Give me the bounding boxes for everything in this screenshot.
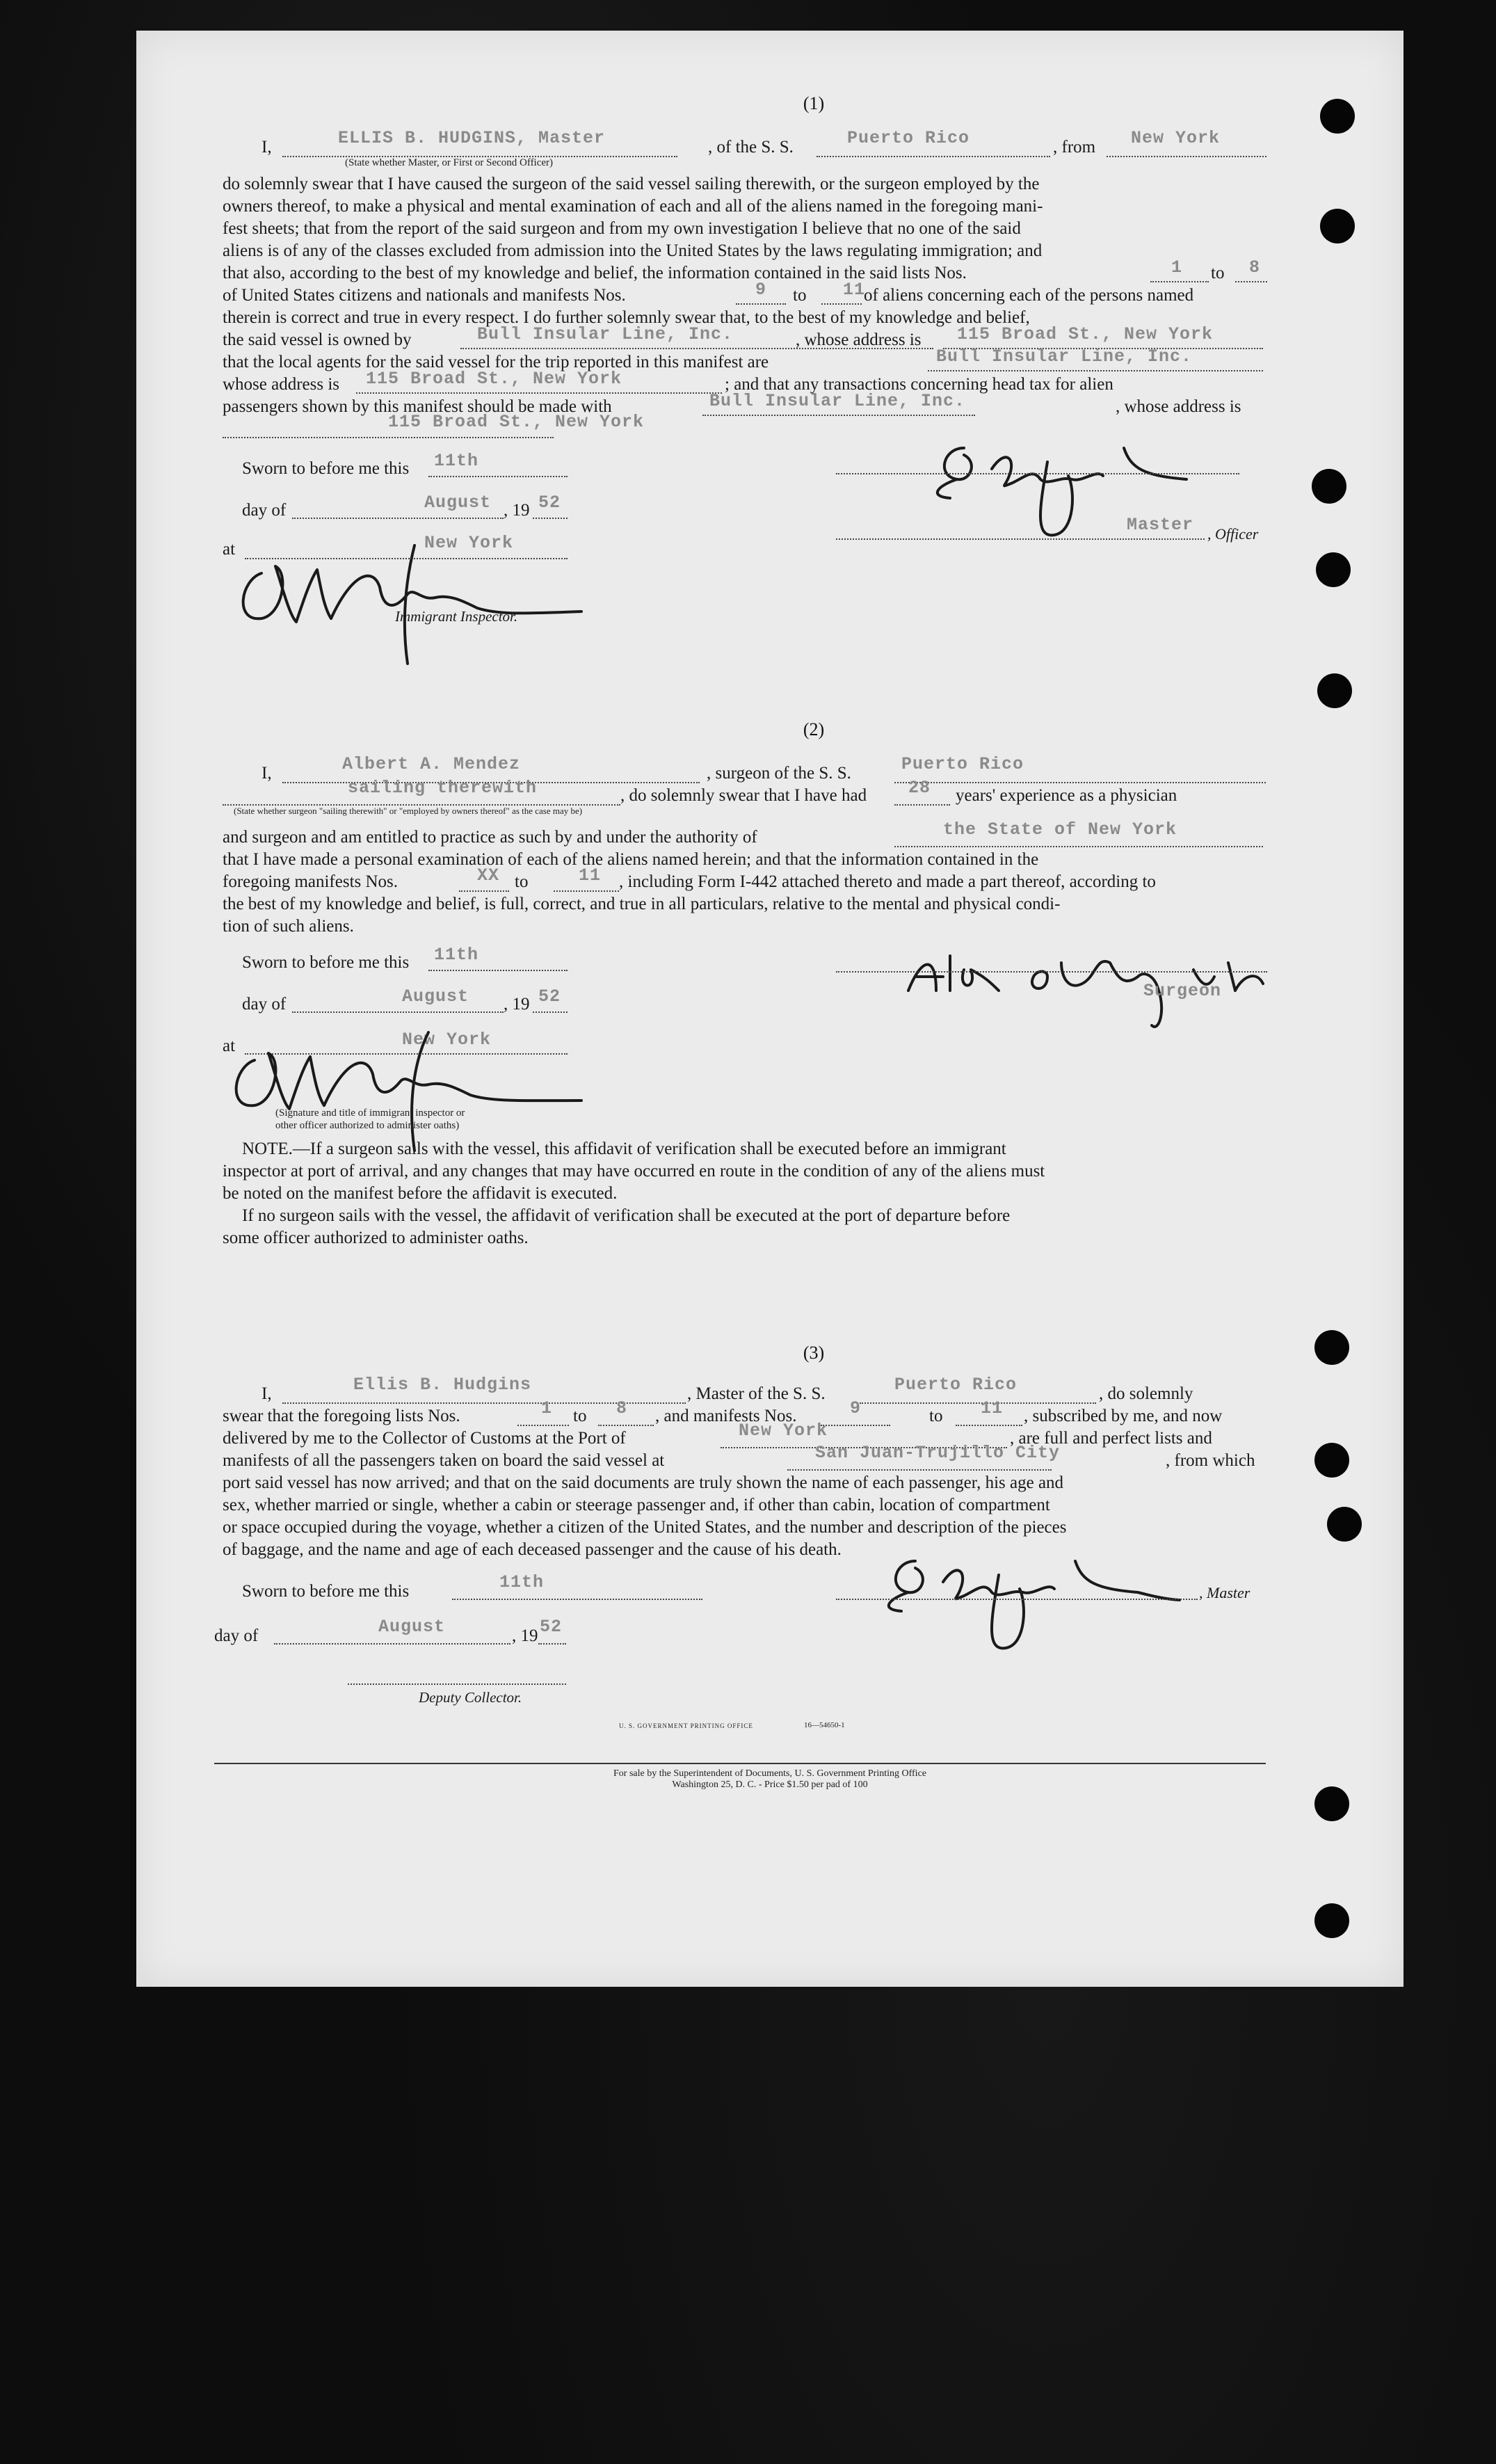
punch-hole xyxy=(1312,469,1346,504)
fill-line xyxy=(554,890,619,892)
fill-line xyxy=(538,1643,566,1645)
body-line: the said vessel is owned by xyxy=(223,330,412,349)
intro-label: I, xyxy=(262,138,272,157)
month-value: August xyxy=(378,1617,446,1637)
printing-office-label: U. S. GOVERNMENT PRINTING OFFICE xyxy=(619,1722,753,1729)
lists-from-value: 1 xyxy=(541,1398,553,1418)
section-number: (2) xyxy=(803,719,825,739)
to-label: to xyxy=(793,286,807,305)
lists-from-value: 1 xyxy=(1171,257,1183,278)
officer-label: , Officer xyxy=(1207,525,1259,543)
body-line: that the local agents for the said vessel for the trip reported in this manifest are xyxy=(223,353,769,371)
year-value: 52 xyxy=(538,493,561,513)
manifests-tail: , including Form I-442 attached thereto and made a part thereof, according to xyxy=(619,872,1156,891)
year-prefix: , 19 xyxy=(512,1626,538,1645)
fill-line xyxy=(821,1425,890,1426)
punch-hole xyxy=(1314,1786,1349,1821)
port-value: New York xyxy=(739,1421,828,1441)
fill-line xyxy=(292,518,504,519)
body-line: therein is correct and true in every respect. I do further solemnly swear that, to the best of my knowledge and belief, xyxy=(223,308,1030,327)
subscribed-label: , subscribed by me, and now xyxy=(1024,1407,1223,1425)
from-which-label: , from which xyxy=(1166,1451,1255,1470)
agents-tail: ; and that any transactions concerning head tax for alien xyxy=(725,375,1113,394)
manifests-from-value: 9 xyxy=(755,280,767,300)
manifests-tail: of aliens concerning each of the persons named xyxy=(864,286,1194,305)
delivered-line: delivered by me to the Collector of Customs at the Port of xyxy=(223,1429,626,1448)
authority-line: and surgeon and am entitled to practice as such by and under the authority of xyxy=(223,828,757,847)
surgeon-of-ss-label: , surgeon of the S. S. xyxy=(707,764,851,783)
surgeon-name-value: Albert A. Mendez xyxy=(342,754,521,774)
fill-line xyxy=(598,1425,654,1426)
body-line: port said vessel has now arrived; and that on the said documents are truly shown the name of each passenger, his age and xyxy=(223,1473,1064,1492)
inspector-caption: other officer authorized to administer oaths) xyxy=(275,1120,460,1131)
fill-line xyxy=(736,303,786,305)
from-label: , from xyxy=(1053,138,1096,157)
fill-line xyxy=(517,1425,569,1426)
body-line: that I have made a personal examination of each of the aliens named herein; and that the information contained in the xyxy=(223,850,1039,869)
master-name-value: ELLIS B. HUDGINS, Master xyxy=(338,128,606,148)
manifests-from-value: 9 xyxy=(850,1398,862,1418)
surgeon-signature xyxy=(894,935,1284,1039)
body-line: of United States citizens and nationals and manifests Nos. xyxy=(223,286,626,305)
officer-title-value: Master xyxy=(1127,515,1194,535)
vessel-value: Puerto Rico xyxy=(901,754,1024,774)
fill-line xyxy=(956,1425,1022,1426)
sworn-day-value: 11th xyxy=(434,451,479,471)
fill-line xyxy=(1235,281,1267,282)
master-signature xyxy=(846,1533,1207,1672)
headtax-with-value: Bull Insular Line, Inc. xyxy=(709,391,966,411)
place-value: New York xyxy=(424,533,514,553)
from-port-value: New York xyxy=(1131,128,1221,148)
note-line: If no surgeon sails with the vessel, the affidavit of verification shall be executed at the port of departure before xyxy=(242,1206,1011,1225)
and-manifests-label: , and manifests Nos. xyxy=(655,1407,797,1425)
sworn-day-value: 11th xyxy=(434,945,479,965)
year-value: 52 xyxy=(538,986,561,1007)
headtax-address-value: 115 Broad St., New York xyxy=(388,412,645,432)
to-label: to xyxy=(573,1407,587,1425)
punch-hole xyxy=(1314,1903,1349,1938)
manifests-to-value: 11 xyxy=(981,1398,1004,1418)
punch-hole xyxy=(1314,1443,1349,1478)
fill-line xyxy=(1150,281,1209,282)
master-of-ss-label: , Master of the S. S. xyxy=(687,1384,826,1403)
fill-line xyxy=(787,1469,1052,1471)
body-line: aliens is of any of the classes excluded from admission into the United States by the laws regulating immigration; and xyxy=(223,241,1043,260)
solemnly-label: , do solemnly xyxy=(1099,1384,1193,1403)
fill-line xyxy=(428,476,568,477)
note-line: some officer authorized to administer oaths. xyxy=(223,1229,529,1247)
inspector-signature xyxy=(227,1018,644,1158)
manifests-from-value: XX xyxy=(477,865,500,886)
section-number: (1) xyxy=(803,93,825,113)
body-line: the best of my knowledge and belief, is full, correct, and true in all particulars, relative to the mental and physical condi- xyxy=(223,895,1061,913)
fill-line xyxy=(894,782,1266,783)
owner-address-label: , whose address is xyxy=(796,330,922,349)
departure-port-value: San Juan-Trujillo City xyxy=(815,1443,1061,1463)
signature-line xyxy=(836,473,1239,474)
fill-line xyxy=(274,1643,510,1645)
intro-label: I, xyxy=(262,764,272,783)
vessel-value: Puerto Rico xyxy=(894,1375,1018,1395)
day-of-label: day of xyxy=(242,501,287,520)
body-line: foregoing manifests Nos. xyxy=(223,872,399,891)
intro-label: I, xyxy=(262,1384,272,1403)
punch-hole xyxy=(1317,673,1352,708)
sworn-label: Sworn to before me this xyxy=(242,1582,410,1601)
owner-value: Bull Insular Line, Inc. xyxy=(477,324,734,344)
signature-line xyxy=(836,1599,1198,1600)
fill-line xyxy=(821,303,862,305)
master-label: , Master xyxy=(1199,1584,1250,1601)
fill-line xyxy=(223,437,554,438)
full-perfect-label: , are full and perfect lists and xyxy=(1010,1429,1212,1448)
sworn-label: Sworn to before me this xyxy=(242,459,410,478)
lists-to-value: 8 xyxy=(616,1398,628,1418)
inspector-caption: Immigrant Inspector. xyxy=(395,608,518,625)
to-label: to xyxy=(515,872,529,891)
year-value: 52 xyxy=(540,1617,563,1637)
manifests-to-value: 11 xyxy=(579,865,602,886)
inspector-caption: (Signature and title of immigrant inspector or xyxy=(275,1107,465,1119)
punch-hole xyxy=(1320,209,1355,243)
body-line: of baggage, and the name and age of each deceased passenger and the cause of his death. xyxy=(223,1540,842,1559)
body-line: owners thereof, to make a physical and mental examination of each and all of the aliens named in the foregoing mani- xyxy=(223,197,1043,216)
month-value: August xyxy=(424,493,492,513)
fill-line xyxy=(533,1011,568,1013)
punch-hole xyxy=(1320,99,1355,134)
body-line: tion of such aliens. xyxy=(223,917,354,936)
body-line: fest sheets; that from the report of the said surgeon and from my own investigation I believe that no one of the said xyxy=(223,219,1021,238)
fill-line xyxy=(292,1011,504,1013)
fill-line xyxy=(452,1599,702,1600)
authority-value: the State of New York xyxy=(943,819,1177,840)
years-tail: years' experience as a physician xyxy=(956,786,1177,805)
year-prefix: , 19 xyxy=(504,501,530,520)
sale-line: Washington 25, D. C. - Price $1.50 per pad of 100 xyxy=(672,1779,868,1790)
note-line: be noted on the manifest before the affidavit is executed. xyxy=(223,1184,618,1203)
fill-line xyxy=(1107,156,1266,157)
body-line: sex, whether married or single, whether a cabin or steerage passenger and, if other than cabin, location of compartment xyxy=(223,1496,1050,1514)
to-label: to xyxy=(929,1407,943,1425)
swear-line: swear that the foregoing lists Nos. xyxy=(223,1407,460,1425)
manifests-line: manifests of all the passengers taken on board the said vessel at xyxy=(223,1451,665,1470)
years-value: 28 xyxy=(908,778,931,798)
year-prefix: , 19 xyxy=(504,995,530,1014)
vessel-value: Puerto Rico xyxy=(847,128,970,148)
day-of-label: day of xyxy=(214,1626,259,1645)
month-value: August xyxy=(402,986,469,1007)
day-of-label: day of xyxy=(242,995,287,1014)
punch-hole xyxy=(1314,1330,1349,1365)
master-signature xyxy=(894,420,1259,566)
punch-hole xyxy=(1316,552,1351,587)
fill-line xyxy=(459,890,509,892)
agents-address-value: 115 Broad St., New York xyxy=(366,369,622,389)
inspector-signature xyxy=(234,531,651,671)
headtax-tail: , whose address is xyxy=(1116,397,1241,416)
note-line: NOTE.—If a surgeon sails with the vessel, this affidavit of verification shall be executed before an immigrant xyxy=(242,1139,1006,1158)
fill-line xyxy=(860,1402,1096,1404)
fill-line xyxy=(894,804,950,806)
sale-line: For sale by the Superintendent of Documents, U. S. Government Printing Office xyxy=(613,1768,926,1779)
fill-line xyxy=(817,156,1050,157)
fill-line xyxy=(356,392,722,394)
at-label: at xyxy=(223,1037,236,1055)
section-number: (3) xyxy=(803,1343,825,1363)
owner-address-value: 115 Broad St., New York xyxy=(957,324,1214,344)
manifests-to-value: 11 xyxy=(843,280,866,300)
body-line: do solemnly swear that I have caused the surgeon of the said vessel sailing therewith, or the surgeon employed by the xyxy=(223,175,1040,193)
place-value: New York xyxy=(402,1030,492,1050)
officer-line xyxy=(836,538,1205,540)
to-label: to xyxy=(1211,264,1225,282)
body-line: passengers shown by this manifest should be made with xyxy=(223,397,612,416)
state-note: (State whether surgeon "sailing therewith" or "employed by owners thereof" as the case may be) xyxy=(234,806,583,816)
swear-text: , do solemnly swear that I have had xyxy=(620,786,867,805)
form-code: 16—54650-1 xyxy=(804,1721,845,1729)
collector-caption: Deputy Collector. xyxy=(419,1689,522,1706)
collector-line xyxy=(348,1683,566,1685)
footer-rule xyxy=(214,1763,1266,1764)
sworn-day-value: 11th xyxy=(499,1572,545,1592)
body-line: that also, according to the best of my knowledge and belief, the information contained in the said lists Nos. xyxy=(223,264,967,282)
fill-line xyxy=(894,846,1263,847)
surgeon-title-value: Surgeon xyxy=(1143,981,1222,1001)
signature-line xyxy=(836,971,1267,973)
at-label: at xyxy=(223,540,236,559)
agents-value: Bull Insular Line, Inc. xyxy=(936,346,1193,367)
fill-line xyxy=(428,970,568,971)
fill-line xyxy=(702,415,975,416)
punch-hole xyxy=(1327,1507,1362,1542)
sworn-label: Sworn to before me this xyxy=(242,953,410,972)
manifest-affidavit-page xyxy=(136,31,1403,1987)
state-note: (State whether Master, or First or Second Officer) xyxy=(345,157,554,168)
body-line: or space occupied during the voyage, whether a citizen of the United States, and the number and description of the pieces xyxy=(223,1518,1067,1537)
lists-to-value: 8 xyxy=(1249,257,1261,278)
fill-line xyxy=(533,518,568,519)
fill-line xyxy=(928,370,1263,371)
master-name-value: Ellis B. Hudgins xyxy=(353,1375,532,1395)
note-line: inspector at port of arrival, and any changes that may have occurred en route in the condition of any of the aliens must xyxy=(223,1162,1045,1181)
body-line: whose address is xyxy=(223,375,340,394)
sailing-status-value: sailing therewith xyxy=(348,778,538,798)
of-ss-label: , of the S. S. xyxy=(708,138,794,157)
